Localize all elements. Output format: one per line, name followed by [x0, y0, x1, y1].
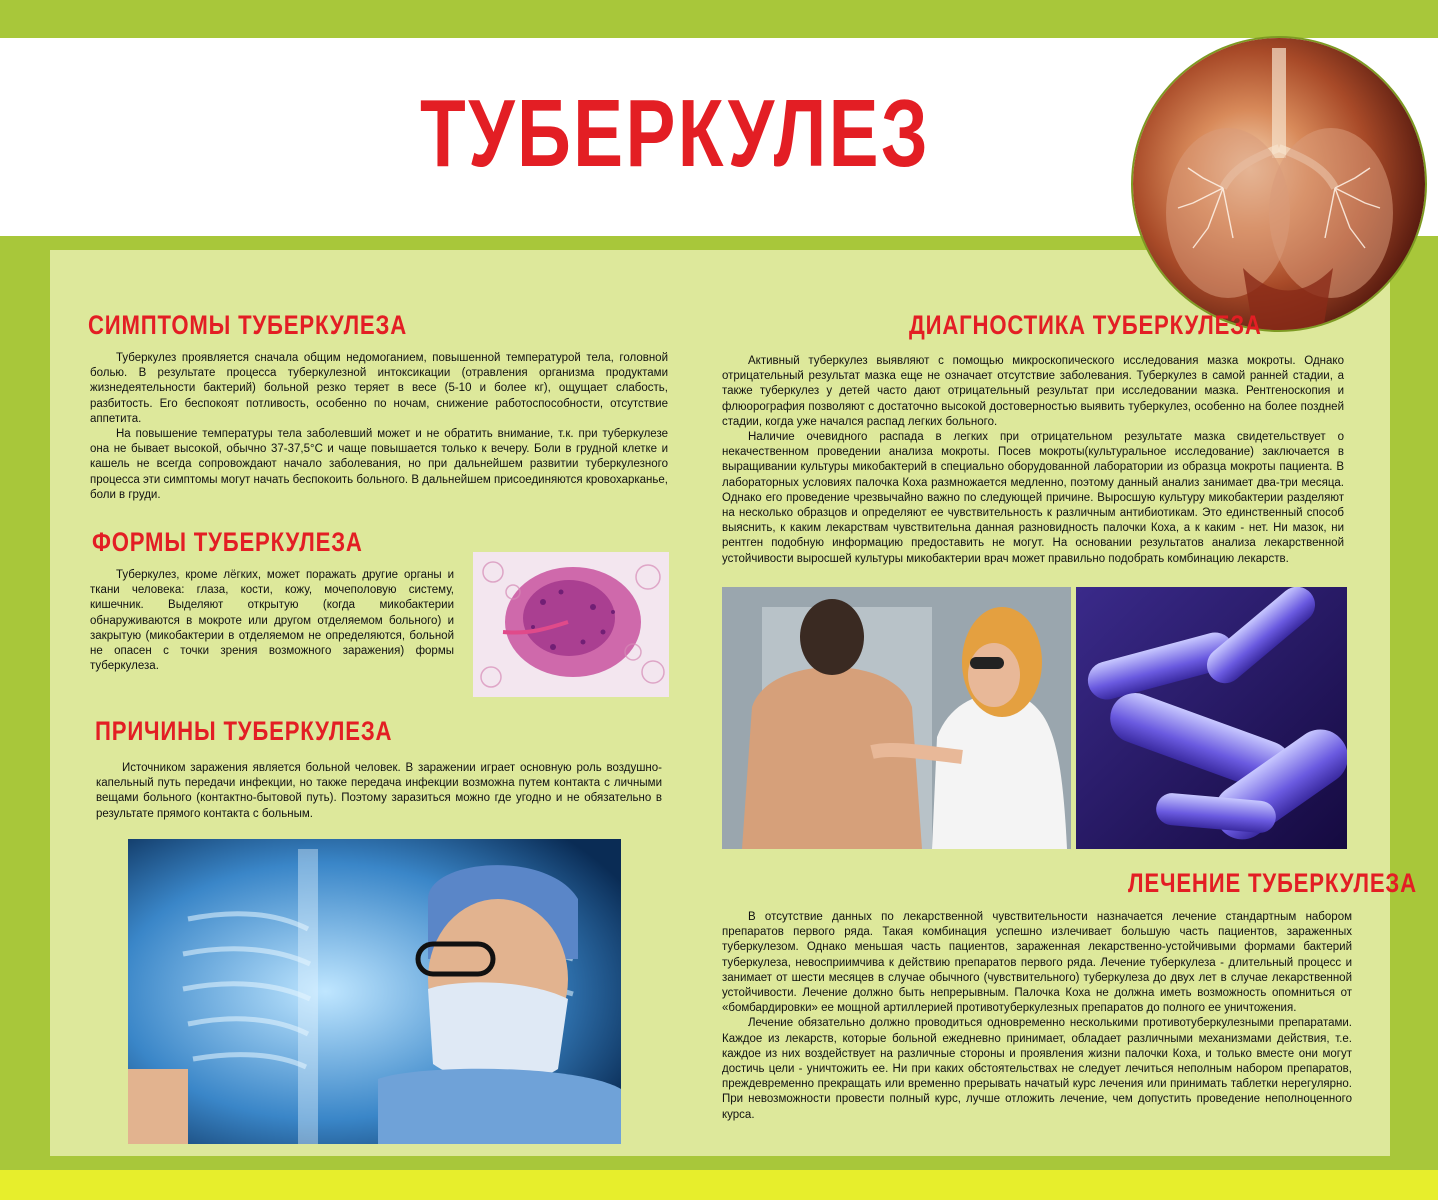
causes-heading: ПРИЧИНЫ ТУБЕРКУЛЕЗА — [95, 716, 393, 746]
treatment-paragraph-2: Лечение обязательно должно проводиться одновременно несколькими противотуберкулезными препаратами. Каждое из лекарств, которые больной ежедневно принимает, обладает различными механизмами действия, т.е. каждое из них воздействует на различные стороны и проявления жизни палочки Коха, и только вместе они могут достичь цели - уничтожить ее. Ни при каких обстоятельствах не следует лечиться неполным набором препаратов, преждевременно прекращать или временно прерывать начатый курс лечения или принимать таблетки нерегулярно. При невозможности провести полный курс, лучше отложить лечение, чем допустить проведение неполноценного курса. — [722, 1017, 1352, 1121]
treatment-text — [722, 910, 1352, 1123]
doctor-examination-image — [722, 587, 1071, 849]
treatment-paragraph-1: В отсутствие данных по лекарственной чувствительности назначается лечение стандартным набором препаратов первого ряда. Такая комбинация успешно излечивает большую часть пациентов, зараженных туберкулезом. Однако меньшая часть пациентов, зараженная лекарственно-устойчивыми формами бактерий туберкулеза, невосприимчива к действию препаратов первого ряда. Лечение туберкулеза - длительный процесс и занимает от шести месяцев в случае обычного (чувствительного) туберкулеза до двух лет в случае лекарственной устойчивости. Лечение должно быть непрерывным. Палочка Коха не должна иметь возможность опомниться от «бомбардировки» ее мощной артиллерией противотуберкулезных препаратов до полного ее уничтожения. — [722, 911, 1352, 1015]
causes-text — [96, 761, 662, 822]
bottom-frame-strip — [0, 1170, 1438, 1200]
symptoms-text — [90, 351, 668, 503]
causes-paragraph-1: Источником заражения является больной человек. В заражении играет основную роль воздушно-капельный путь передачи инфекции, но также передача инфекции возможна путем контакта с личными вещами больного (контактно-бытовой путь). Поэтому заразиться можно где угодно и не обязательно в результате прямого контакта с больным. — [96, 762, 662, 820]
tissue-micrograph-image — [473, 552, 669, 697]
top-frame-strip — [0, 0, 1438, 38]
poster-title: ТУБЕРКУЛЕЗ — [420, 80, 931, 187]
treatment-heading: ЛЕЧЕНИЕ ТУБЕРКУЛЕЗА — [1128, 868, 1417, 898]
symptoms-paragraph-2: На повышение температуры тела заболевший может и не обратить внимание, т.к. при туберкулезе она не бывает высокой, обычно 37-37,5°С и чаще повышается только к вечеру. Боли в грудной клетке и кашель не всегда сопровождают начало заболевания, но при дальнейшем развитии туберкулезного процесса эти симптомы могут начать беспокоить больного. В дальнейшем присоединяются кровохарканье, боли в груди. — [90, 428, 668, 501]
diagnostics-heading: ДИАГНОСТИКА ТУБЕРКУЛЕЗА — [909, 310, 1262, 340]
forms-text — [90, 568, 454, 674]
forms-paragraph-1: Туберкулез, кроме лёгких, может поражать другие органы и ткани человека: глаза, кости, кожу, мочеполовую систему, кишечник. Выделяют открытую (когда микобактерии обнаруживаются в мокроте или другом отделяемом больного) и закрытую (микобактерии в отделяемом не определяются, больной не опасен с точки зрения возможного заражения) формы туберкулеза. — [90, 569, 454, 673]
doctor-xray-image — [128, 839, 621, 1144]
bacteria-image — [1076, 587, 1347, 849]
symptoms-paragraph-1: Туберкулез проявляется сначала общим недомоганием, повышенной температурой тела, головной болью. В результате процесса туберкулезной интоксикации (отравления организма продуктами жизнедеятельности бактерий) больной резко теряет в весе (5-10 и более кг), ощущает слабость, разбитость. Его беспокоят потливость, особенно по ночам, снижение работоспособности, отсутствие аппетита. — [90, 352, 668, 425]
diagnostics-paragraph-2: Наличие очевидного распада в легких при отрицательном результате мазка свидетельствует о некачественном проведении анализа мокроты. Посев мокроты(культуральное исследование) заключается в выращивании культуры микобактерий в специально оборудованной лаборатории из образца мокроты пациента. В лабораторных условиях палочка Коха размножается медленно, поэтому данный анализ занимает два-три месяца. Однако его проведение чрезвычайно важно по следующей причине. Выросшую культуру микобактерии разделяют на несколько образцов и определяют ее чувствительность к различным антибиотикам. Это единственный способ выяснить, к каким лекарствам чувствительна данная разновидность палочки Коха, а к каким - нет. Ни мазок, ни рентген подобную информацию предоставить не могут. На основании результатов анализа лекарственной устойчивости выросшей культуры микобактерии врач может правильно подобрать комбинацию лекарств. — [722, 431, 1344, 565]
lungs-illustration — [1133, 38, 1425, 330]
forms-heading: ФОРМЫ ТУБЕРКУЛЕЗА — [92, 527, 363, 557]
diagnostics-text — [722, 354, 1344, 567]
symptoms-heading: СИМПТОМЫ ТУБЕРКУЛЕЗА — [88, 310, 408, 340]
diagnostics-paragraph-1: Активный туберкулез выявляют с помощью микроскопического исследования мазка мокроты. Однако отрицательный результат мазка еще не означает отсутствие заболевания. Туберкулез в самой ранней стадии, а также туберкулез у детей часто дают отрицательный результат при исследовании мазка. Рентгеноскопия и флюорография позволяют с достаточно высокой достоверностью выявить туберкулез, особенно на более поздней стадии, когда уже начался распад легких больного. — [722, 355, 1344, 428]
